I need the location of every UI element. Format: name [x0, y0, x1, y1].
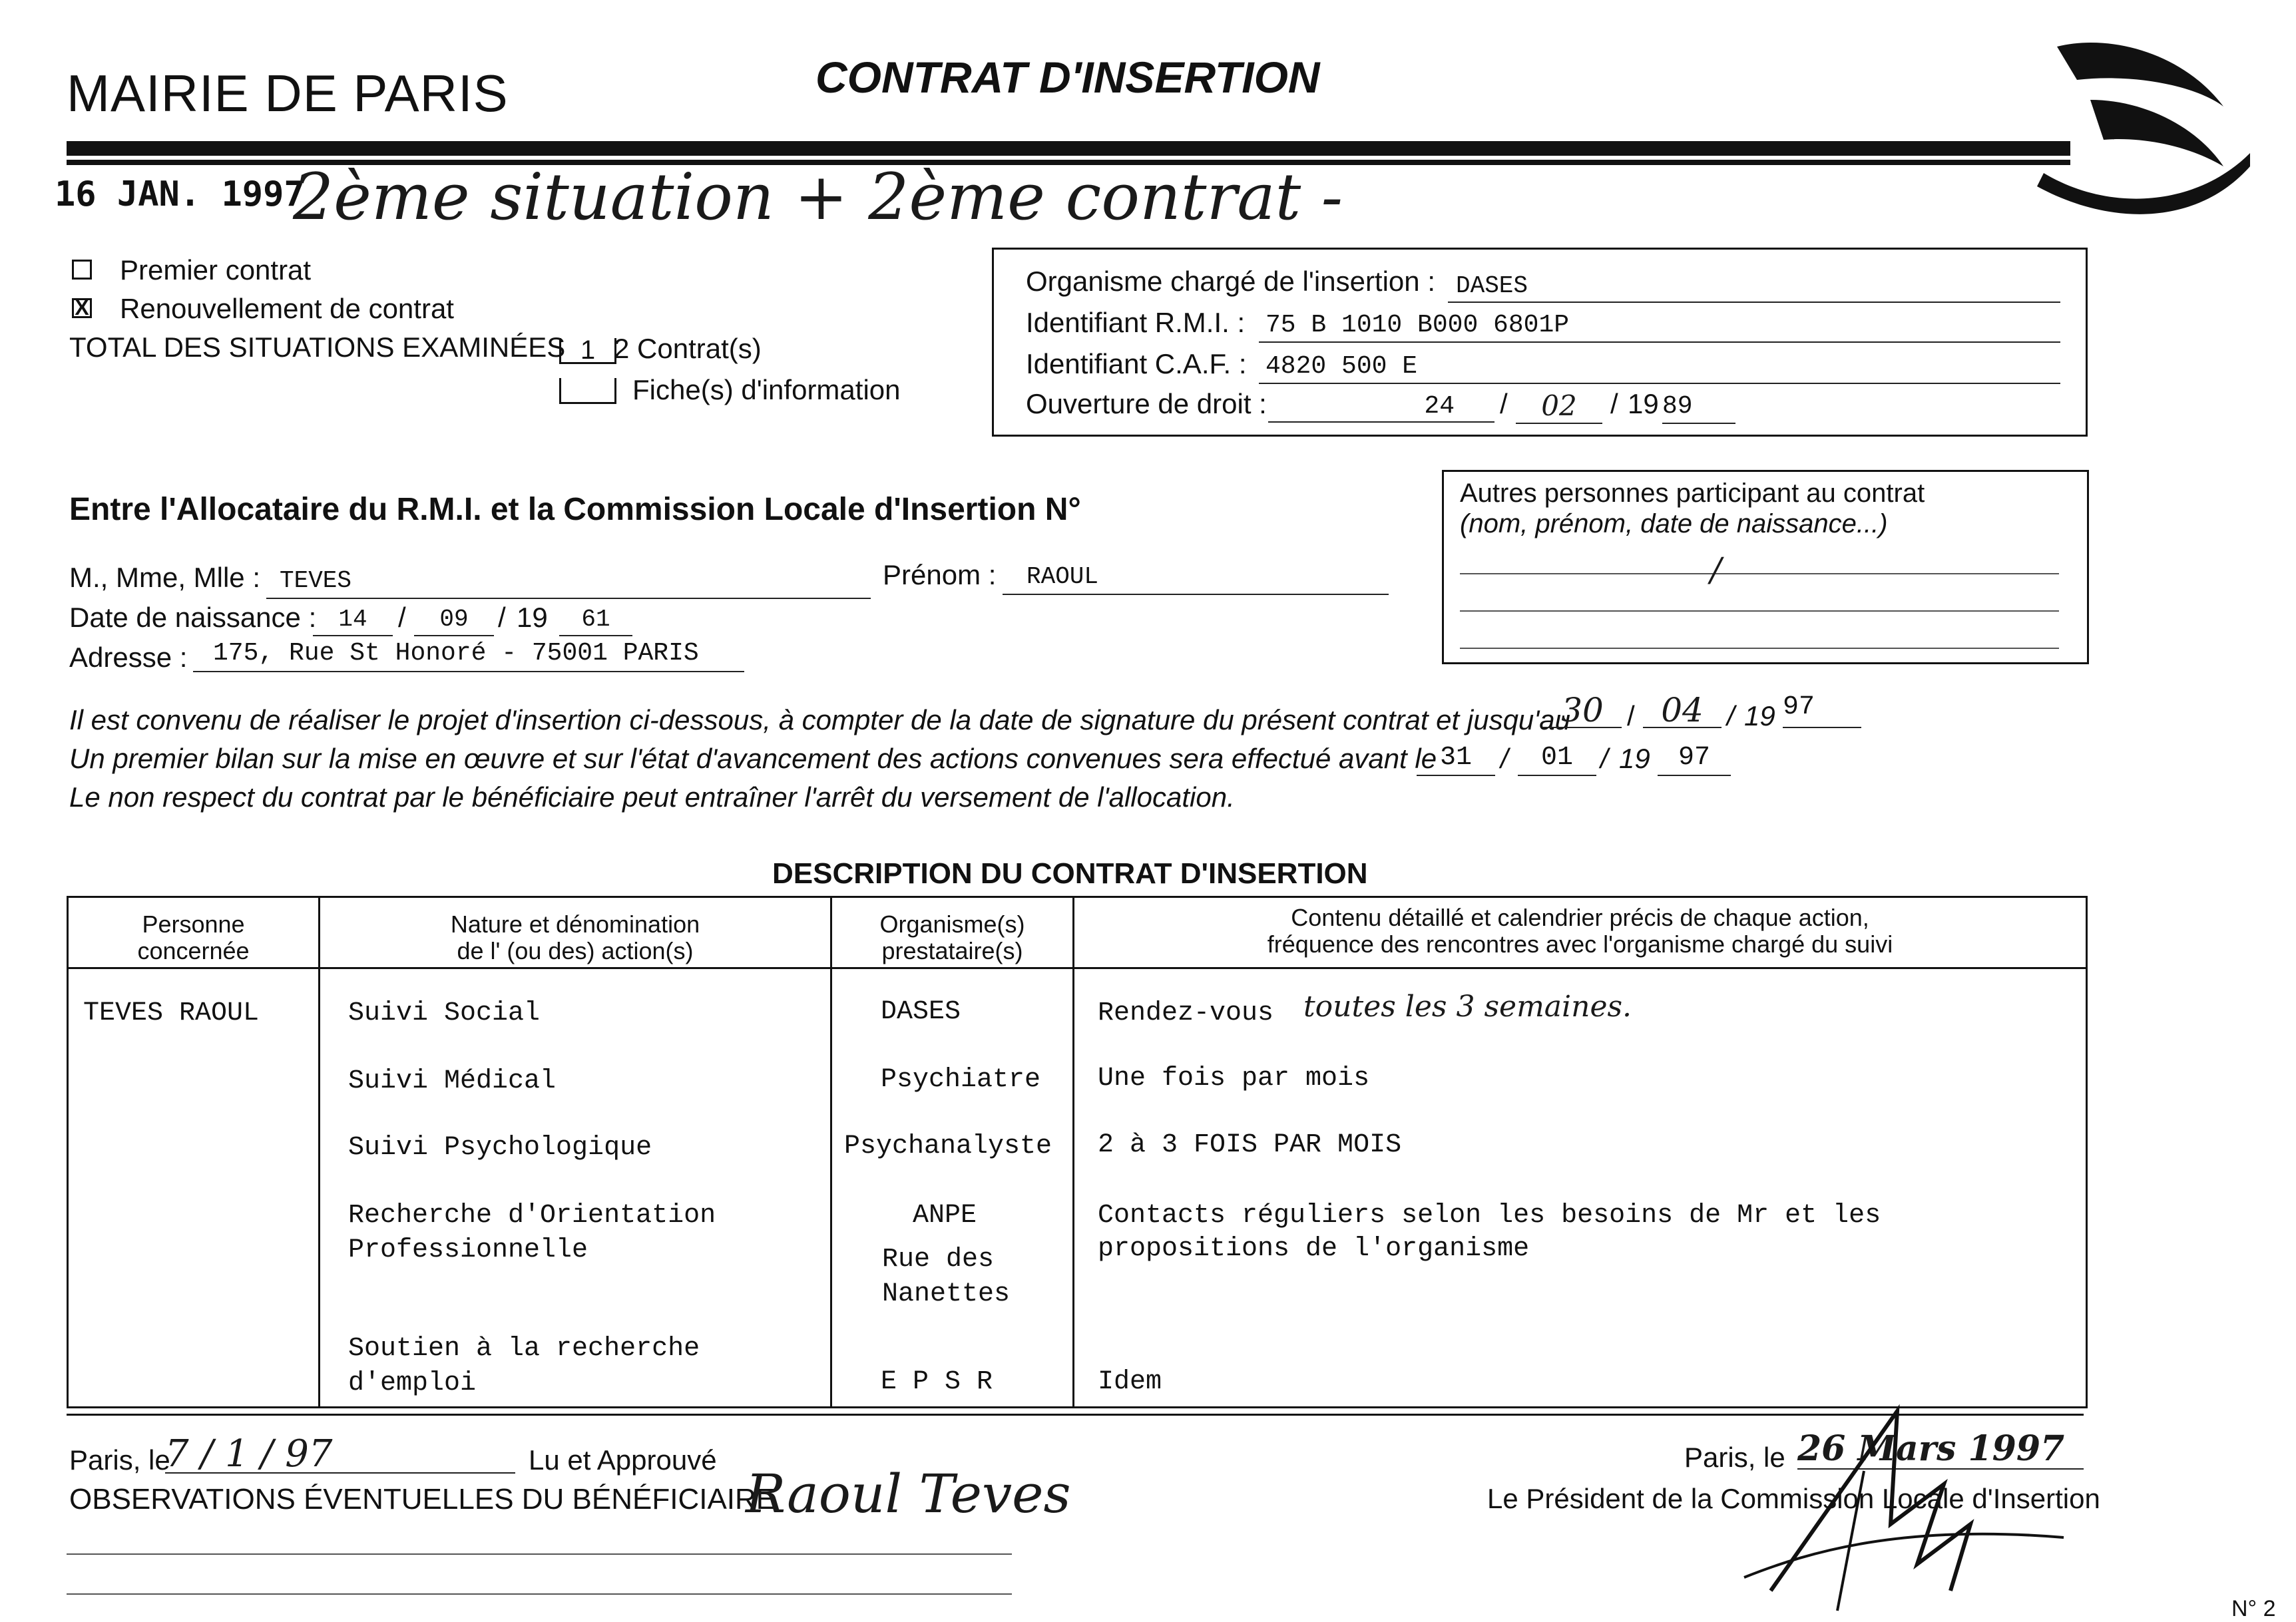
- contract-title: CONTRAT D'INSERTION: [815, 53, 1320, 102]
- renouvellement-checkbox[interactable]: [72, 298, 92, 318]
- organisme-box: [992, 248, 2088, 437]
- renouvellement-mark: X: [75, 296, 89, 319]
- table-row-nature: Suivi Psychologique: [348, 1133, 652, 1163]
- table-row-org-2: Rue des: [882, 1245, 995, 1275]
- clause-line-3: Le non respect du contrat par le bénéficiaire peut entraîner l'arrêt du versement de l'allocation.: [69, 781, 1235, 813]
- description-table: [67, 896, 2088, 1408]
- received-stamp: 16 JAN. 1997: [55, 174, 305, 214]
- table-row-contenu-handwritten: toutes les 3 semaines.: [1303, 990, 1632, 1024]
- caf-label: Identifiant C.A.F. :: [1026, 348, 1247, 379]
- president-label: Le Président de la Commission Locale d'Insertion: [1487, 1483, 2100, 1514]
- allocataire-heading: Entre l'Allocataire du R.M.I. et la Commission Locale d'Insertion N°: [69, 492, 1081, 527]
- table-row-contenu: Idem: [1098, 1367, 1162, 1397]
- naissance-day[interactable]: 14: [313, 606, 393, 636]
- autres-line-3[interactable]: [1460, 646, 2059, 649]
- table-row-org: DASES: [881, 997, 961, 1027]
- clause2-month[interactable]: 01: [1518, 743, 1596, 776]
- prenom-field[interactable]: RAOUL: [1003, 563, 1389, 595]
- fiches-label: Fiche(s) d'information: [632, 374, 901, 405]
- autres-entry: /: [1710, 550, 1722, 589]
- table-row-contenu: Rendez-vous: [1098, 998, 1274, 1028]
- date-sep: /: [1500, 743, 1508, 774]
- clause-line-1: Il est convenu de réaliser le projet d'insertion ci-dessous, à compter de la date de signature du présent contrat et jusqu'au: [69, 704, 1571, 735]
- clause1-year[interactable]: 97: [1783, 692, 1861, 728]
- fiches-count-box[interactable]: [559, 378, 616, 404]
- personne-cell: TEVES RAOUL: [83, 998, 260, 1028]
- table-row-nature-2: d'emploi: [348, 1368, 477, 1398]
- ouverture-day[interactable]: 24: [1268, 392, 1494, 423]
- ouverture-month[interactable]: 02: [1516, 389, 1602, 424]
- ouverture-century: 19: [1628, 388, 1659, 419]
- nom-field[interactable]: TEVES: [266, 567, 871, 599]
- clause-line-2: Un premier bilan sur la mise en œuvre et sur l'état d'avancement des actions convenues sera effectué avant le: [69, 743, 1437, 774]
- clause1-month[interactable]: 04: [1643, 691, 1722, 728]
- table-row-contenu: Contacts réguliers selon les besoins de Mr et les: [1098, 1201, 1881, 1231]
- column-divider: [830, 898, 832, 1406]
- table-row-org: Psychiatre: [881, 1065, 1041, 1095]
- clause1-century: 19: [1744, 700, 1775, 731]
- header-contenu: Contenu détaillé et calendrier précis de chaque action, fréquence des rencontres avec l'organisme chargé du suivi: [1267, 904, 1893, 958]
- header-organisme: Organisme(s) prestataire(s): [879, 911, 1025, 964]
- autres-line-1[interactable]: [1460, 572, 2059, 574]
- page-number: N° 2: [2231, 1596, 2276, 1621]
- handwritten-note: 2ème situation + 2ème contrat -: [293, 160, 1343, 234]
- premier-contrat-label: Premier contrat: [120, 254, 312, 286]
- table-row-org-3: Nanettes: [882, 1279, 1011, 1309]
- observations-line-1[interactable]: [67, 1552, 1012, 1555]
- description-title: DESCRIPTION DU CONTRAT D'INSERTION: [772, 857, 1368, 890]
- date-sep: /: [1610, 388, 1618, 419]
- rmi-field[interactable]: 75 B 1010 B000 6801P: [1259, 311, 2060, 343]
- president-signature-icon: [1731, 1391, 2077, 1617]
- date-sep: /: [1600, 743, 1608, 774]
- observations-label: OBSERVATIONS ÉVENTUELLES DU BÉNÉFICIAIRE: [69, 1483, 776, 1516]
- table-row-nature: Soutien à la recherche: [348, 1334, 700, 1364]
- renouvellement-label: Renouvellement de contrat: [120, 293, 454, 324]
- table-row-org: ANPE: [913, 1201, 977, 1231]
- table-row-nature-2: Professionnelle: [348, 1235, 588, 1265]
- beneficiary-signature: Raoul Teves: [746, 1463, 1071, 1525]
- table-row-nature: Recherche d'Orientation: [348, 1201, 716, 1231]
- naissance-year[interactable]: 61: [559, 606, 632, 636]
- ouverture-year[interactable]: 89: [1662, 392, 1735, 424]
- contrats-label: 2 Contrat(s): [614, 333, 762, 364]
- header-personne: Personne concernée: [137, 911, 250, 964]
- premier-contrat-checkbox[interactable]: [72, 260, 92, 280]
- column-divider: [318, 898, 320, 1406]
- date-sep: /: [1727, 700, 1735, 731]
- date-left-field[interactable]: 7 / 1 / 97: [165, 1432, 515, 1474]
- header-bar-thick: [67, 141, 2070, 156]
- observations-line-2[interactable]: [67, 1592, 1012, 1595]
- clause2-century: 19: [1619, 743, 1650, 774]
- date-sep: /: [1627, 700, 1635, 731]
- table-row-contenu: Une fois par mois: [1098, 1064, 1370, 1094]
- autres-line-2[interactable]: [1460, 609, 2059, 612]
- column-divider: [1072, 898, 1074, 1406]
- table-row-nature: Suivi Médical: [348, 1066, 557, 1096]
- table-row-nature: Suivi Social: [348, 998, 541, 1028]
- clause2-year[interactable]: 97: [1658, 743, 1731, 776]
- table-row-contenu-2: propositions de l'organisme: [1098, 1234, 1530, 1264]
- ouverture-label: Ouverture de droit :: [1026, 388, 1267, 419]
- autres-title: Autres personnes participant au contrat: [1460, 479, 1925, 508]
- mairie-title: MAIRIE DE PARIS: [67, 64, 509, 122]
- header-nature: Nature et dénomination de l' (ou des) action(s): [450, 911, 700, 964]
- caf-field[interactable]: 4820 500 E: [1259, 352, 2060, 384]
- prenom-label: Prénom :: [883, 559, 997, 590]
- table-row-org: E P S R: [881, 1367, 993, 1397]
- date-sep: /: [398, 602, 406, 633]
- nom-label: M., Mme, Mlle :: [69, 562, 261, 593]
- clause2-day[interactable]: 31: [1417, 743, 1495, 776]
- table-row-org: Psychanalyste: [844, 1131, 1052, 1161]
- paris-le-right-label: Paris, le: [1684, 1442, 1785, 1473]
- table-row-contenu: 2 à 3 FOIS PAR MOIS: [1098, 1130, 1402, 1160]
- date-right-field[interactable]: 26 Mars 1997: [1797, 1428, 2084, 1470]
- autres-personnes-box: [1442, 470, 2089, 664]
- date-sep: /: [1500, 388, 1508, 419]
- rmi-label: Identifiant R.M.I. :: [1026, 307, 1246, 338]
- lu-approuve-label: Lu et Approuvé: [529, 1444, 717, 1476]
- naissance-month[interactable]: 09: [414, 606, 494, 636]
- mairie-logo-icon: [2030, 27, 2257, 226]
- organisme-label: Organisme chargé de l'insertion :: [1026, 266, 1435, 297]
- naissance-century: 19: [517, 602, 548, 633]
- contrats-count-box[interactable]: 1: [559, 338, 616, 364]
- autres-subtitle: (nom, prénom, date de naissance...): [1460, 509, 1888, 538]
- date-sep: /: [498, 602, 506, 633]
- table-header-divider: [69, 967, 2086, 969]
- paris-le-left-label: Paris, le: [69, 1444, 170, 1476]
- clause1-day[interactable]: 30: [1543, 691, 1622, 728]
- naissance-label: Date de naissance :: [69, 602, 317, 633]
- total-situations-label: TOTAL DES SITUATIONS EXAMINÉES: [69, 331, 566, 363]
- adresse-field[interactable]: 175, Rue St Honoré - 75001 PARIS: [193, 639, 744, 672]
- adresse-label: Adresse :: [69, 642, 188, 673]
- organisme-field[interactable]: DASES: [1448, 272, 2060, 303]
